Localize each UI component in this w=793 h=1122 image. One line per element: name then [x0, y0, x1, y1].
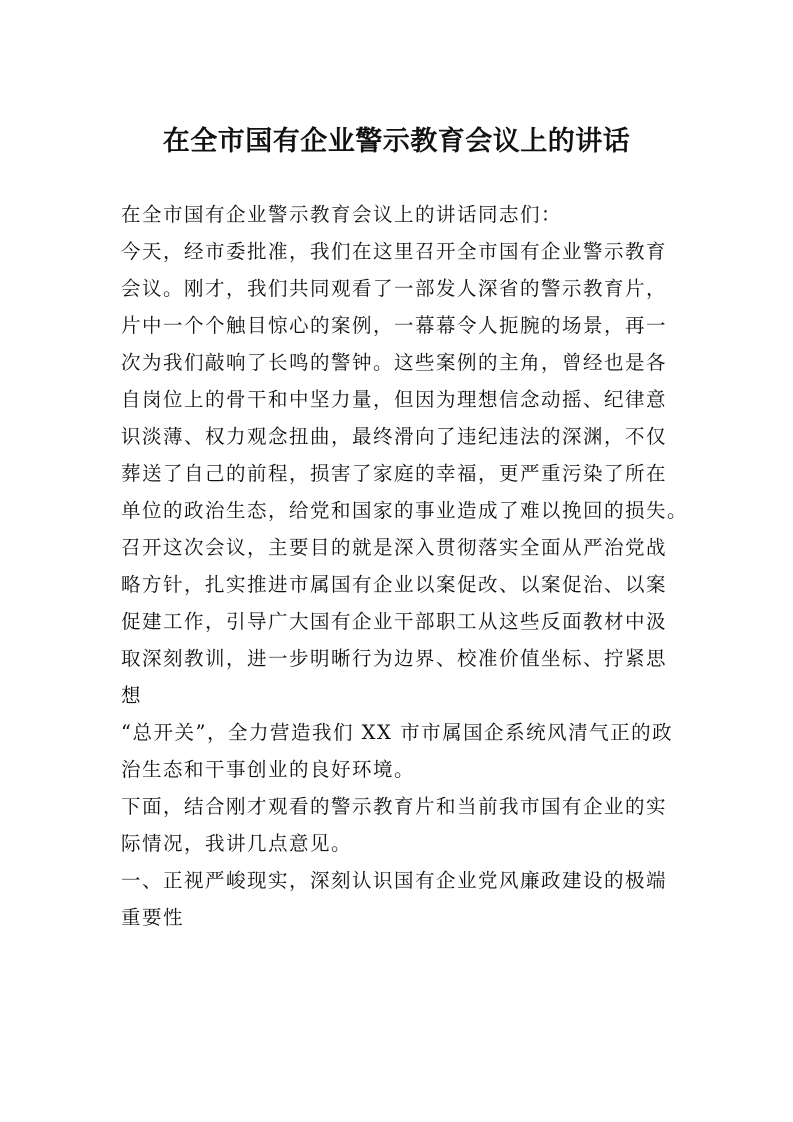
text-line: 想	[121, 684, 143, 707]
text-line: 在全市国有企业警示教育会议上的讲话同志们：	[121, 203, 563, 226]
document-body	[121, 196, 689, 936]
text-line: 际情况，我讲几点意见。	[121, 832, 353, 855]
text-line: 召开这次会议，主要目的就是深入贯彻落实全面从严治党战	[121, 536, 668, 559]
text-line: 促建工作，引导广大国有企业干部职工从这些反面教材中汲	[121, 610, 668, 633]
text-line: 葬送了自己的前程，损害了家庭的幸福，更严重污染了所在	[121, 462, 668, 485]
text-line: 自岗位上的骨干和中坚力量，但因为理想信念动摇、纪律意	[121, 388, 668, 411]
paragraph-opening	[121, 233, 689, 714]
text-line: 略方针，扎实推进市属国有企业以案促改、以案促治、以案	[121, 573, 668, 596]
paragraph-salutation	[121, 196, 681, 233]
text-line: 治生态和干事创业的良好环境。	[121, 758, 416, 781]
text-line: 识淡薄、权力观念扭曲，最终滑向了违纪违法的深渊，不仅	[121, 425, 668, 448]
text-line: 片中一个个触目惊心的案例，一幕幕令人扼腕的场景，再一	[121, 314, 668, 337]
text-line: 会议。刚才，我们共同观看了一部发人深省的警示教育片，	[121, 277, 668, 300]
text-line: 取深刻教训，进一步明晰行为边界、校准价值坐标、拧紧思	[121, 647, 668, 670]
document-title: 在全市国有企业警示教育会议上的讲话	[162, 126, 631, 157]
text-line: 今天，经市委批准，我们在这里召开全市国有企业警示教育	[121, 240, 668, 263]
text-line: 次为我们敲响了长鸣的警钟。这些案例的主角，曾经也是各	[121, 351, 668, 374]
paragraph-master-switch	[121, 714, 681, 788]
section-heading-one	[121, 862, 681, 936]
paragraph-transition	[121, 788, 681, 862]
text-line: 一、正视严峻现实，深刻认识国有企业党风廉政建设的极端	[121, 869, 668, 892]
text-line: “总开关”，全力营造我们 XX 市市属国企系统风清气正的政	[121, 721, 674, 744]
text-line: 下面，结合刚才观看的警示教育片和当前我市国有企业的实	[121, 795, 668, 818]
text-line: 重要性	[121, 906, 185, 929]
text-line: 单位的政治生态，给党和国家的事业造成了难以挽回的损失。	[121, 499, 689, 522]
